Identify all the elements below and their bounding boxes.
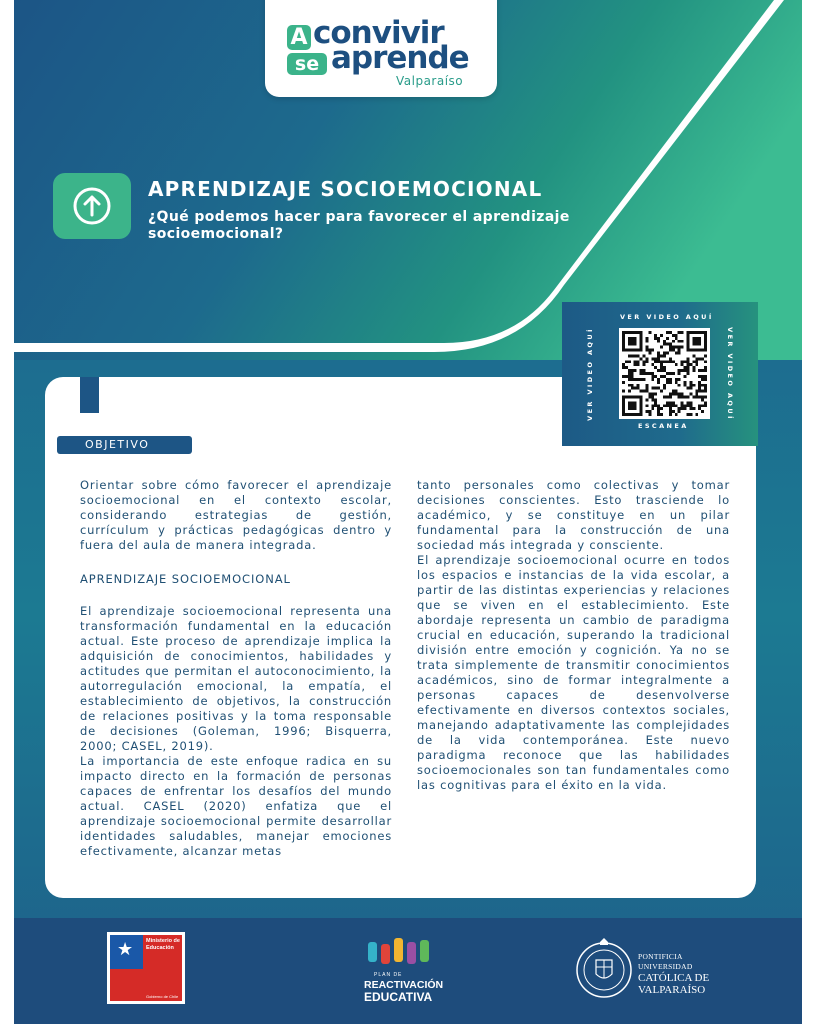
plan-small-label: PLAN DE bbox=[374, 972, 403, 978]
qr-panel bbox=[562, 302, 758, 446]
poster bbox=[14, 0, 802, 1024]
qr-code[interactable] bbox=[619, 328, 710, 419]
logo-se-box: se bbox=[287, 53, 327, 75]
logo-location: Valparaíso bbox=[396, 74, 464, 88]
qr-label-left: VER VIDEO AQUÍ bbox=[586, 327, 594, 421]
star-icon: ★ bbox=[117, 939, 134, 959]
page-subtitle: ¿Qué podemos hacer para favorecer el aprendizaje socioemocional? bbox=[148, 209, 570, 242]
hands-icon bbox=[364, 936, 440, 966]
program-logo bbox=[265, 0, 497, 97]
left-column bbox=[80, 478, 392, 859]
university-line-1: PONTIFICIA bbox=[638, 952, 683, 961]
objective-label: OBJETIVO bbox=[57, 436, 192, 454]
university-seal-icon bbox=[574, 936, 634, 1002]
qr-label-right: VER VIDEO AQUÍ bbox=[726, 327, 734, 421]
university-line-4: VALPARAÍSO bbox=[638, 984, 706, 996]
right-column bbox=[417, 478, 730, 793]
logo-letter-box: A bbox=[287, 25, 311, 50]
section-paragraph-2: La importancia de este enfoque radica en su impacto directo en la formación de personas capaces de enfrentar los desafíos del mundo actual. CASEL (2020) enfatiza que el aprendizaje socioemocional permite desarrollar identidades saludables, manejar emociones efectivamente, alcanzar metas bbox=[80, 754, 392, 858]
logo-word-convivir: convivir bbox=[313, 15, 444, 51]
ministry-line-1: Ministerio de bbox=[146, 938, 180, 944]
ministry-logo bbox=[107, 932, 185, 1004]
university-logo bbox=[574, 936, 724, 1006]
logo-word-aprende: aprende bbox=[331, 40, 469, 76]
plan-line-1: REACTIVACIÓN bbox=[364, 979, 444, 991]
ministry-gov: Gobierno de Chile bbox=[146, 994, 179, 999]
plan-reactivacion-logo bbox=[358, 936, 444, 1008]
qr-label-bottom: ESCANEA bbox=[638, 422, 689, 430]
university-line-2: UNIVERSIDAD bbox=[638, 962, 693, 971]
footer bbox=[14, 918, 802, 1024]
section-heading: APRENDIZAJE SOCIOEMOCIONAL bbox=[80, 572, 291, 586]
right-paragraph-1: tanto personales como colectivas y tomar decisiones conscientes. Esto trasciende lo académico, y se constituye en un pilar fundamental para la construcción de una sociedad más integrada y consciente. bbox=[417, 478, 730, 552]
plan-line-2: EDUCATIVA bbox=[364, 990, 433, 1004]
section-paragraph-1: El aprendizaje socioemocional representa una transformación fundamental en la educación actual. Este proceso de aprendizaje implica la adquisición de conocimientos, habilidades y actitudes que permitan el autoconocimiento, la autorregulación emocional, la empatía, el establecimiento de objetivos, la construcción de relaciones positivas y la toma responsable de decisiones (Goleman, 1996; Bisquerra, 2000; CASEL, 2019). bbox=[80, 604, 392, 753]
arrow-up-circle-icon bbox=[53, 173, 131, 239]
right-paragraph-2: El aprendizaje socioemocional ocurre en todos los espacios e instancias de la vida escolar, a partir de las distintas experiencias y relaciones que se viven en el establecimiento. Este abordaje representa un cambio de paradigma crucial en educación, superando la tradicional división entre emoción y cognición. Ya no se trata simplemente de transmitir conocimientos académicos, sino de formar integralmente a personas capaces de desenvolverse efectivamente en diversos contextos sociales, manejando adaptativamente las complejidades de la vida contemporánea. Este nuevo paradigma reconoce que las habilidades socioemocionales son tan fundamentales como las cognitivas para el éxito en la vida. bbox=[417, 553, 730, 792]
ministry-line-2: Educación bbox=[146, 944, 174, 951]
objective-text: Orientar sobre cómo favorecer el aprendizaje socioemocional en el contexto escolar, considerando estrategias de gestión, currículum y prácticas pedagógicas dentro y fuera del aula de manera integrada. bbox=[80, 478, 392, 552]
card-tab-marker bbox=[80, 377, 99, 413]
university-line-3: CATÓLICA DE bbox=[638, 972, 710, 984]
page-title: APRENDIZAJE SOCIOEMOCIONAL bbox=[148, 177, 543, 201]
qr-label-top: VER VIDEO AQUÍ bbox=[620, 313, 714, 321]
